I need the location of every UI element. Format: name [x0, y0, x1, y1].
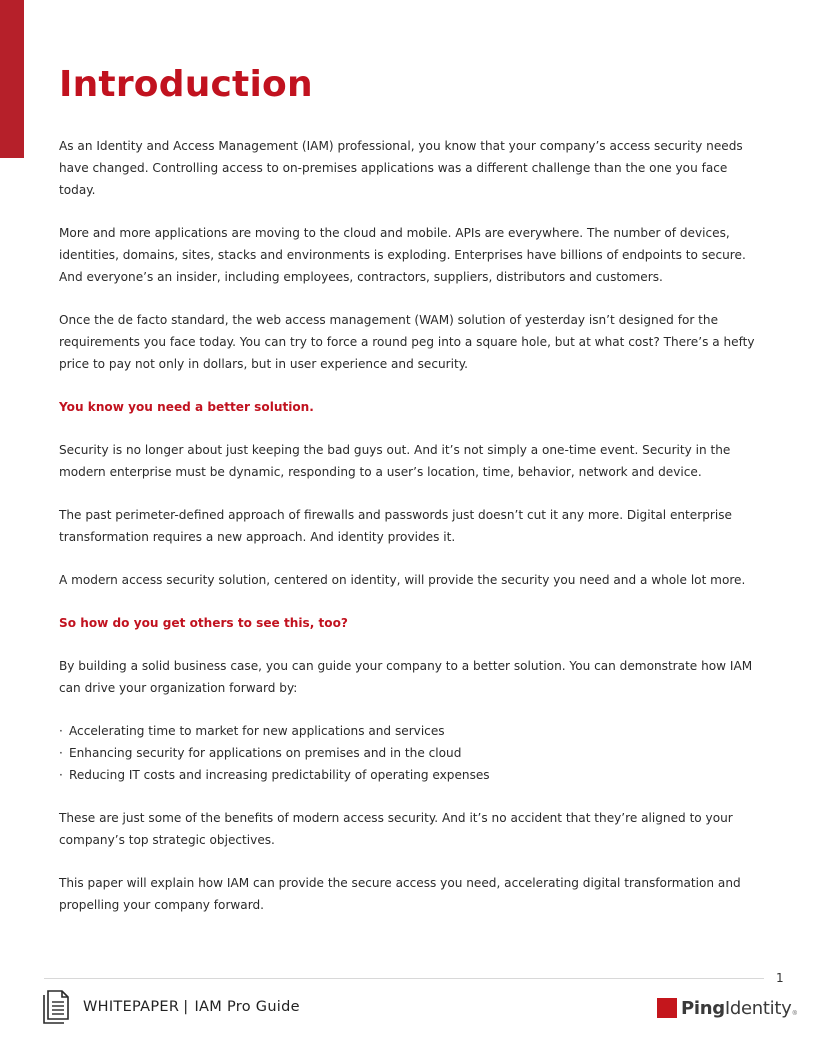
- body-paragraph: This paper will explain how IAM can provide the secure access you need, accelerating digital transformation and propelling your company forward.: [59, 876, 741, 912]
- bullet-item: · Reducing IT costs and increasing predictability of operating expenses: [59, 764, 765, 786]
- bullet-item: · Enhancing security for applications on premises and in the cloud: [59, 742, 765, 764]
- bullet-item: · Accelerating time to market for new applications and services: [59, 720, 765, 742]
- logo-registered-mark: ®: [792, 1011, 797, 1017]
- section-subheading: You know you need a better solution.: [59, 400, 314, 414]
- doc-name: IAM Pro Guide: [194, 999, 300, 1015]
- accent-bar: [0, 0, 24, 158]
- body-paragraph: By building a solid business case, you can guide your company to a better solution. You can demonstrate how IAM can drive your organization forward by:: [59, 659, 753, 695]
- body-content: [59, 135, 765, 937]
- body-paragraph: As an Identity and Access Management (IAM) professional, you know that your company’s access security needs have changed. Controlling access to on-premises applications was a different challenge than the one you face today.: [59, 139, 743, 197]
- document-icon: [42, 990, 70, 1024]
- section-subheading: So how do you get others to see this, too?: [59, 616, 348, 630]
- ping-identity-logo: [657, 995, 797, 1021]
- body-paragraph: A modern access security solution, centered on identity, will provide the security you need and a whole lot more.: [59, 573, 746, 587]
- page-number: 1: [776, 971, 784, 985]
- doc-type: WHITEPAPER: [83, 999, 180, 1015]
- body-paragraph: Security is no longer about just keeping the bad guys out. And it’s not simply a one-time event. Security in the modern enterprise must be dynamic, responding to a user’s location, time, behavior, network and device.: [59, 443, 731, 479]
- footer-divider: [44, 978, 764, 979]
- page-title: Introduction: [59, 64, 313, 105]
- body-paragraph: Once the de facto standard, the web access management (WAM) solution of yesterday isn’t designed for the requirements you face today. You can try to force a round peg into a square hole, but at what cost? There’s a hefty price to pay not only in dollars, but in user experience and security.: [59, 313, 755, 371]
- body-paragraph: More and more applications are moving to the cloud and mobile. APIs are everywhere. The number of devices, identities, domains, sites, stacks and environments is exploding. Enterprises have billions of endpoints to secure. And everyone’s an insider, including employees, contractors, suppliers, distributors and customers.: [59, 226, 746, 284]
- logo-wordmark: PingIdentity: [681, 997, 792, 1019]
- body-paragraph: These are just some of the benefits of modern access security. And it’s no accident that they’re aligned to your company’s top strategic objectives.: [59, 811, 733, 847]
- bullet-list: [59, 720, 765, 786]
- logo-square-icon: [657, 998, 677, 1018]
- footer-label: [83, 999, 300, 1015]
- footer-separator: |: [183, 999, 189, 1015]
- body-paragraph: The past perimeter-defined approach of firewalls and passwords just doesn’t cut it any more. Digital enterprise transformation requires a new approach. And identity provides it.: [59, 508, 732, 544]
